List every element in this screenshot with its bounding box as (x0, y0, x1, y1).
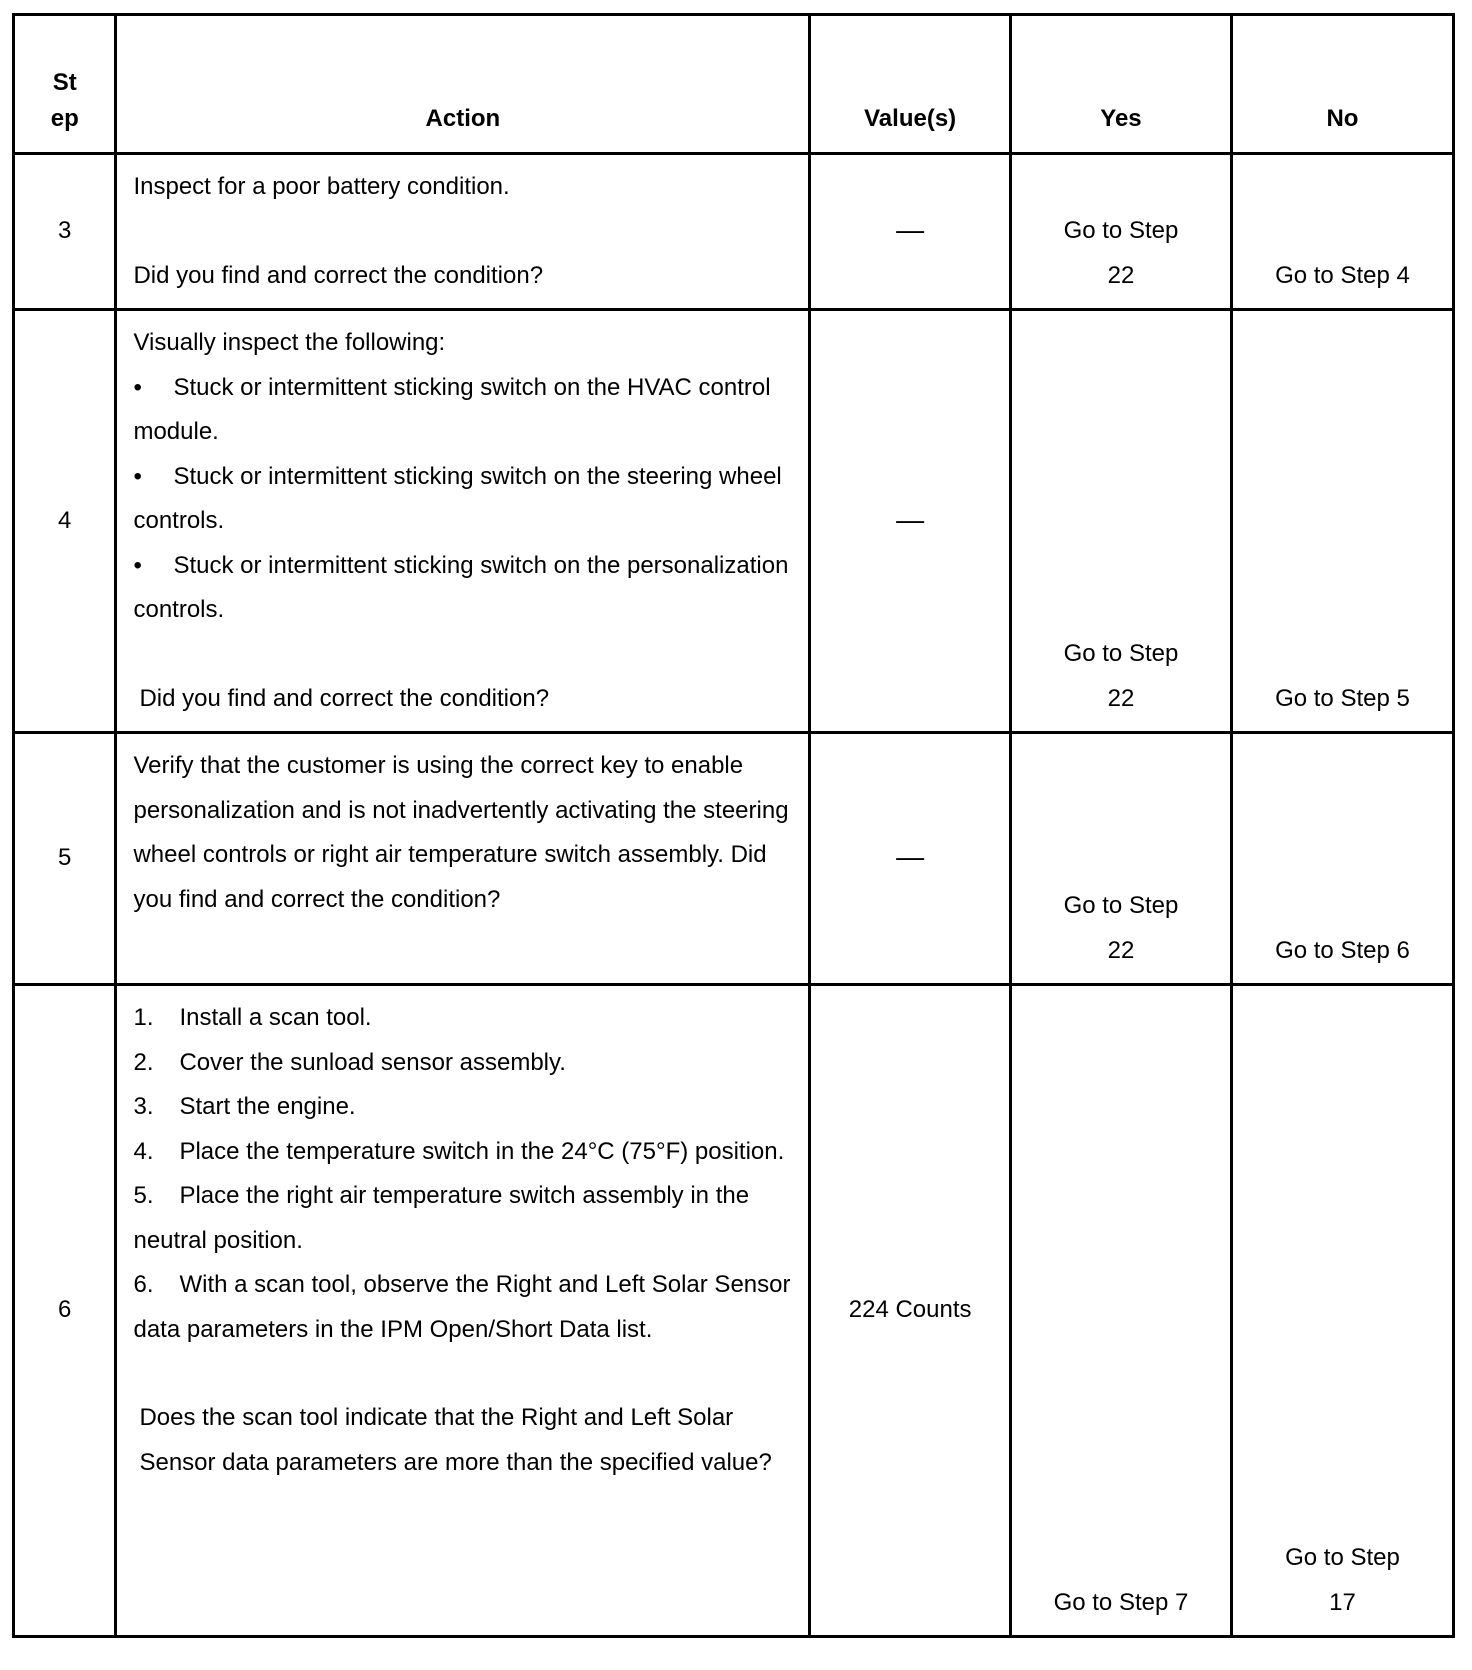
no-cell (1231, 154, 1453, 310)
action-question: Did you find and correct the condition? (133, 261, 544, 289)
yes-link[interactable]: Go to Step 7 (1053, 1588, 1189, 1616)
yes-link[interactable]: Go to Step 22 (1063, 217, 1179, 289)
step-number: 5 (14, 733, 116, 985)
action-text: Verify that the customer is using the correct key to enable personalization and is not inadvertently activating the steering wheel controls or right air temperature switch assembly. Did you find and correct the condition? (133, 752, 789, 913)
table-row (14, 154, 1454, 310)
numbered-step: 2. Cover the sunload sensor assembly. (133, 1048, 566, 1076)
step-number: 3 (14, 154, 116, 310)
bullet-item: • Stuck or intermittent sticking switch on the steering wheel controls. (133, 455, 798, 544)
action-cell (116, 985, 810, 1637)
no-link[interactable]: Go to Step 17 (1285, 1544, 1400, 1616)
value-dash: — (896, 214, 925, 246)
value-dash: — (896, 503, 925, 535)
action-intro: Inspect for a poor battery condition. (133, 173, 510, 200)
header-action: Action (116, 15, 810, 154)
numbered-step: 6. With a scan tool, observe the Right and Left Solar Sensor data parameters in the IPM Open/Short Data list. (133, 1271, 791, 1343)
header-no: No (1231, 15, 1453, 154)
yes-cell (1010, 733, 1231, 985)
action-cell (116, 733, 810, 985)
no-cell (1231, 733, 1453, 985)
yes-link[interactable]: Go to Step 22 (1063, 640, 1179, 712)
value-cell (810, 733, 1011, 985)
value-cell (810, 310, 1011, 733)
yes-cell (1010, 985, 1231, 1637)
value-cell (810, 985, 1011, 1637)
step-number: 6 (14, 985, 116, 1637)
table-row (14, 310, 1454, 733)
yes-link[interactable]: Go to Step 22 (1063, 892, 1179, 964)
no-cell (1231, 985, 1453, 1637)
header-values: Value(s) (810, 15, 1011, 154)
header-step: St ep (14, 15, 116, 154)
header-yes: Yes (1010, 15, 1231, 154)
no-link[interactable]: Go to Step 5 (1275, 684, 1410, 712)
action-cell (116, 154, 810, 310)
step-number: 4 (14, 310, 116, 733)
action-question: Did you find and correct the condition? (139, 684, 550, 712)
no-cell (1231, 310, 1453, 733)
numbered-step: 3. Start the engine. (133, 1093, 356, 1120)
value-cell (810, 154, 1011, 310)
yes-cell (1010, 154, 1231, 310)
yes-cell (1010, 310, 1231, 733)
bullet-item: • Stuck or intermittent sticking switch on the personalization controls. (133, 544, 798, 633)
no-link[interactable]: Go to Step 4 (1275, 261, 1410, 289)
numbered-step: 5. Place the right air temperature switch assembly in the neutral position. (133, 1182, 750, 1254)
no-link[interactable]: Go to Step 6 (1275, 936, 1410, 964)
bullet-icon: • (133, 373, 142, 401)
table-row (14, 985, 1454, 1637)
bullet-icon: • (133, 551, 142, 579)
table-row (14, 733, 1454, 985)
action-question: Does the scan tool indicate that the Right and Left Solar Sensor data parameters are more than the specified value? (139, 1404, 772, 1476)
action-intro: Visually inspect the following: (133, 329, 446, 356)
value-dash: — (896, 841, 925, 873)
bullet-item: • Stuck or intermittent sticking switch on the HVAC control module. (133, 366, 798, 455)
bullet-icon: • (133, 462, 142, 490)
value-counts: 224 Counts (848, 1296, 972, 1324)
action-cell (116, 310, 810, 733)
numbered-step: 4. Place the temperature switch in the 24°C (75°F) position. (133, 1137, 785, 1165)
header-row (14, 15, 1454, 154)
diagnostic-table (12, 13, 1455, 1638)
numbered-step: 1. Install a scan tool. (133, 1004, 372, 1031)
